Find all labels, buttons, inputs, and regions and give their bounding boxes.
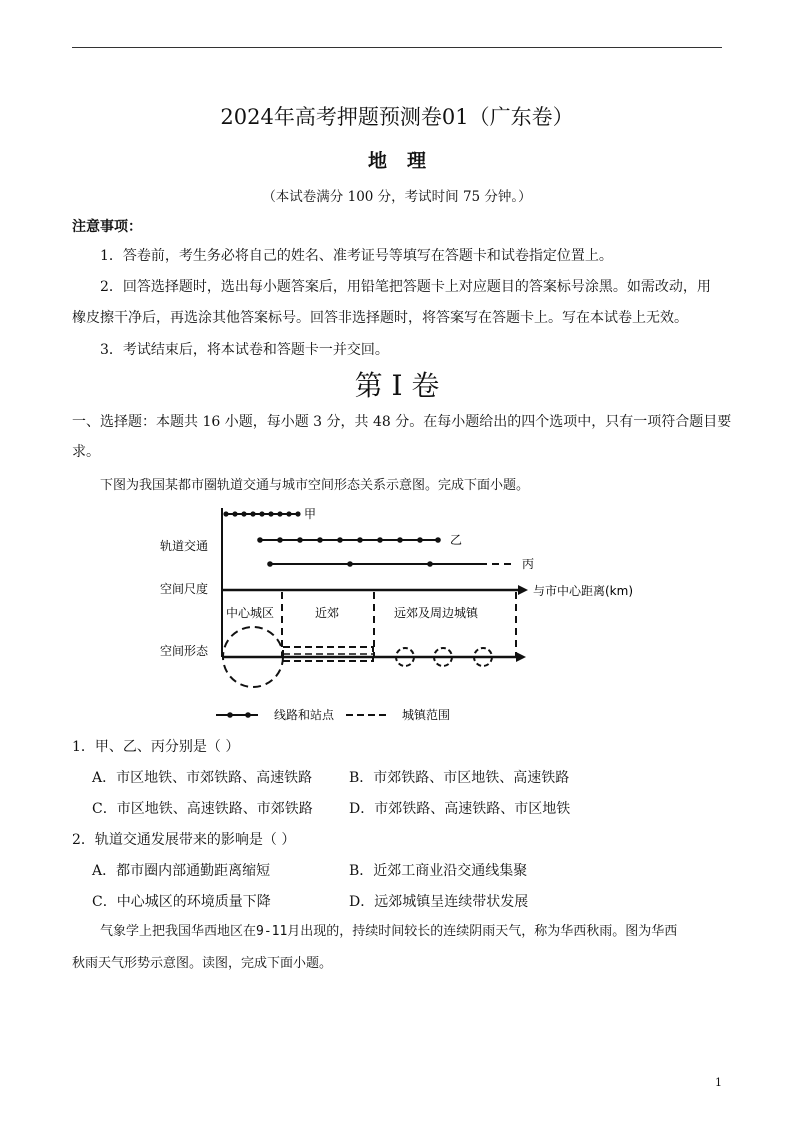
line-label-bing: 丙 (522, 557, 535, 571)
section-heading: 一、选择题：本题共 16 小题，每小题 3 分，共 48 分。在每小题给出的四个选项中，只有一项符合题目要 (72, 414, 732, 430)
notice-item-3: 3．考试结束后，将本试卷和答题卡一并交回。 (100, 342, 389, 358)
q1-option-a[interactable]: A．市区地铁、市郊铁路、高速铁路 (92, 770, 313, 786)
q1-option-d[interactable]: D．市郊铁路、高速铁路、市区地铁 (349, 801, 571, 817)
row-label-form: 空间形态 (160, 644, 209, 658)
header-rule (72, 47, 722, 48)
notice-heading: 注意事项： (72, 219, 142, 235)
axis-label: 与市中心距离(km) (533, 584, 634, 598)
line-bing (267, 561, 516, 567)
line-jia (223, 511, 300, 516)
row-label-rail: 轨道交通 (160, 539, 209, 553)
q1-stem: 1．甲、乙、丙分别是（ ） (72, 739, 240, 755)
subject-title: 地理 (367, 150, 446, 172)
part-title: 第 I 卷 (354, 369, 440, 402)
section-heading-cont: 求。 (72, 444, 100, 460)
legend-label-line: 线路和站点 (274, 708, 335, 722)
question-intro-1: 下图为我国某都市圈轨道交通与城市空间形态关系示意图。完成下面小题。 (100, 478, 530, 493)
axis-arrow (518, 585, 528, 595)
notice-item-2-cont: 橡皮擦干净后，再选涂其他答案标号。回答非选择题时，将答案写在答题卡上。写在本试卷上无效。 (72, 310, 688, 326)
q2-option-d[interactable]: D．远郊城镇呈连续带状发展 (349, 894, 529, 910)
q1-option-c[interactable]: C．市区地铁、高速铁路、市郊铁路 (92, 801, 313, 817)
question-intro-2: 气象学上把我国华西地区在9-11月出现的，持续时间较长的连续阴雨天气，称为华西秋雨。图为华西 (100, 924, 678, 939)
q2-stem: 2．轨道交通发展带来的影响是（ ） (72, 832, 296, 848)
notice-item-2: 2．回答选择题时，选出每小题答案后，用铅笔把答题卡上对应题目的答案标号涂黑。如需改动，用 (100, 279, 711, 295)
line-label-jia: 甲 (304, 507, 317, 521)
line-label-yi: 乙 (450, 533, 463, 547)
row-label-scale: 空间尺度 (160, 582, 209, 596)
legend-label-town: 城镇范围 (402, 708, 451, 722)
question-intro-2-cont: 秋雨天气形势示意图。读图，完成下面小题。 (72, 956, 333, 971)
q1-option-b[interactable]: B．市郊铁路、市区地铁、高速铁路 (349, 770, 570, 786)
zone-label-center: 中心城区 (226, 606, 275, 620)
zone-label-suburb: 近郊 (315, 606, 340, 620)
q2-option-c[interactable]: C．中心城区的环境质量下降 (92, 894, 271, 910)
q2-option-a[interactable]: A．都市圈内部通勤距离缩短 (92, 863, 271, 879)
page-number: 1 (715, 1076, 722, 1089)
legend-line-stations (216, 712, 258, 718)
exam-info: （本试卷满分 100 分，考试时间 75 分钟。） (262, 189, 532, 205)
exam-title: 2024年高考押题预测卷01（广东卷） (220, 105, 574, 129)
rail-space-diagram (150, 500, 650, 730)
line-yi (257, 537, 441, 543)
q2-option-b[interactable]: B．近郊工商业沿交通线集聚 (349, 863, 528, 879)
notice-item-1: 1．答卷前，考生务必将自己的姓名、准考证号等填写在答题卡和试卷指定位置上。 (100, 248, 613, 264)
zone-label-outer: 远郊及周边城镇 (394, 606, 479, 620)
